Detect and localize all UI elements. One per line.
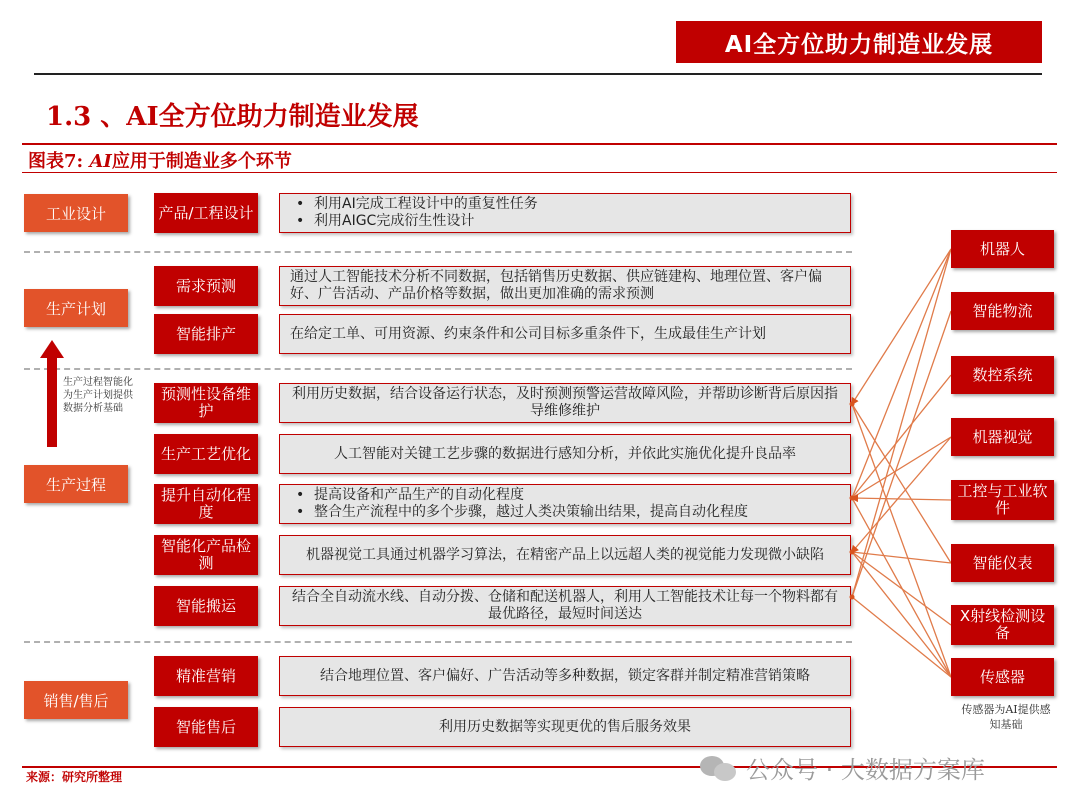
desc-text: 结合地理位置、客户偏好、广告活动等多种数据，锁定客群并制定精准营销策略 [320,667,810,684]
sub-precision-marketing: 精准营销 [154,656,258,696]
desc-bullet: • 提高设备和产品生产的自动化程度 [290,487,524,504]
sub-process-optimization: 生产工艺优化 [154,434,258,474]
connector-dot [850,595,855,600]
watermark [700,750,985,785]
desc-text: 通过人工智能技术分析不同数据，包括销售历史数据、供应链建构、地理位置、客户偏好、广告活动、产品价格等数据，做出更加准确的需求预测 [290,269,822,302]
desc-text: 机器视觉工具通过机器学习算法，在精密产品上以远超人类的视觉能力发现微小缺陷 [306,546,824,563]
desc-text: 在给定工单、可用资源、约束条件和公司目标多重条件下，生成最佳生产计划 [290,325,766,342]
connector-dot [850,496,855,501]
desc-text: 结合全自动流水线、自动分拨、仓储和配送机器人，利用人工智能技术让每一个物料都有最优路径，最短时间送达 [292,589,838,622]
connector-dot [850,550,855,555]
desc-bullet: • 利用AIGC完成衍生性设计 [290,213,474,230]
tech-machine-vision: 机器视觉 [951,418,1054,456]
sub-smart-scheduling: 智能排产 [154,314,258,354]
connector-meter-inspection [852,552,951,563]
tech-note: 传感器为AI提供感知基础 [961,703,1051,731]
figure-title-rest: 应用于制造业多个环节 [111,151,292,172]
sub-smart-handling: 智能搬运 [154,586,258,626]
watermark-text: 公众号 · 大数据方案库 [746,756,985,784]
connector-software-automation [852,498,951,500]
figure-title-ai: AI [89,151,112,172]
sub-product-inspection: 智能化产品检测 [154,535,258,575]
sub-smart-aftersales: 智能售后 [154,707,258,747]
header-badge: AI全方位助力制造业发展 [676,21,1042,63]
section-title: 1.3 、AI全方位助力制造业发展 [46,102,419,132]
tech-robot: 机器人 [951,230,1054,268]
sub-demand-forecast: 需求预测 [154,266,258,306]
category-design: 工业设计 [24,194,128,232]
connector-robot-handling [852,249,951,597]
category-sales: 销售/售后 [24,681,128,719]
desc-bullet: • 整合生产流程中的多个步骤，越过人类决策输出结果，提高自动化程度 [290,504,748,521]
desc-bullet: • 利用AI完成工程设计中的重复性任务 [290,196,538,213]
tech-smart-logistics: 智能物流 [951,292,1054,330]
tech-industrial-software: 工控与工业软件 [951,480,1054,520]
desc-text: 利用历史数据等实现更优的售后服务效果 [439,718,691,735]
sub-automation: 提升自动化程度 [154,484,258,524]
sub-predictive-maintenance: 预测性设备维护 [154,383,258,423]
connector-robot-maintenance [852,249,951,404]
connector-dot [850,402,855,407]
connector-robot-automation [852,249,951,498]
tech-cnc-system: 数控系统 [951,356,1054,394]
category-process: 生产过程 [24,465,128,503]
tech-smart-meter: 智能仪表 [951,544,1054,582]
connector-cnc-automation [852,375,951,498]
side-note: 生产过程智能化为生产计划提供数据分析基础 [63,377,133,414]
sub-product-design: 产品/工程设计 [154,193,258,233]
source-note: 来源：研究所整理 [26,770,123,784]
figure-title-prefix: 图表7: [28,151,90,172]
category-planning: 生产计划 [24,289,128,327]
desc-text: 人工智能对关键工艺步骤的数据进行感知分析，并依此实施优化提升良品率 [334,445,796,462]
wechat-icon [700,754,738,782]
connector-sensor-maintenance [852,404,951,677]
tech-xray-inspection: X射线检测设备 [951,605,1054,645]
tech-sensor: 传感器 [951,658,1054,696]
desc-text: 利用历史数据，结合设备运行状态，及时预测预警运营故障风险，并帮助诊断背后原因指导维修维护 [292,386,838,419]
connector-sensor-automation [852,498,951,677]
